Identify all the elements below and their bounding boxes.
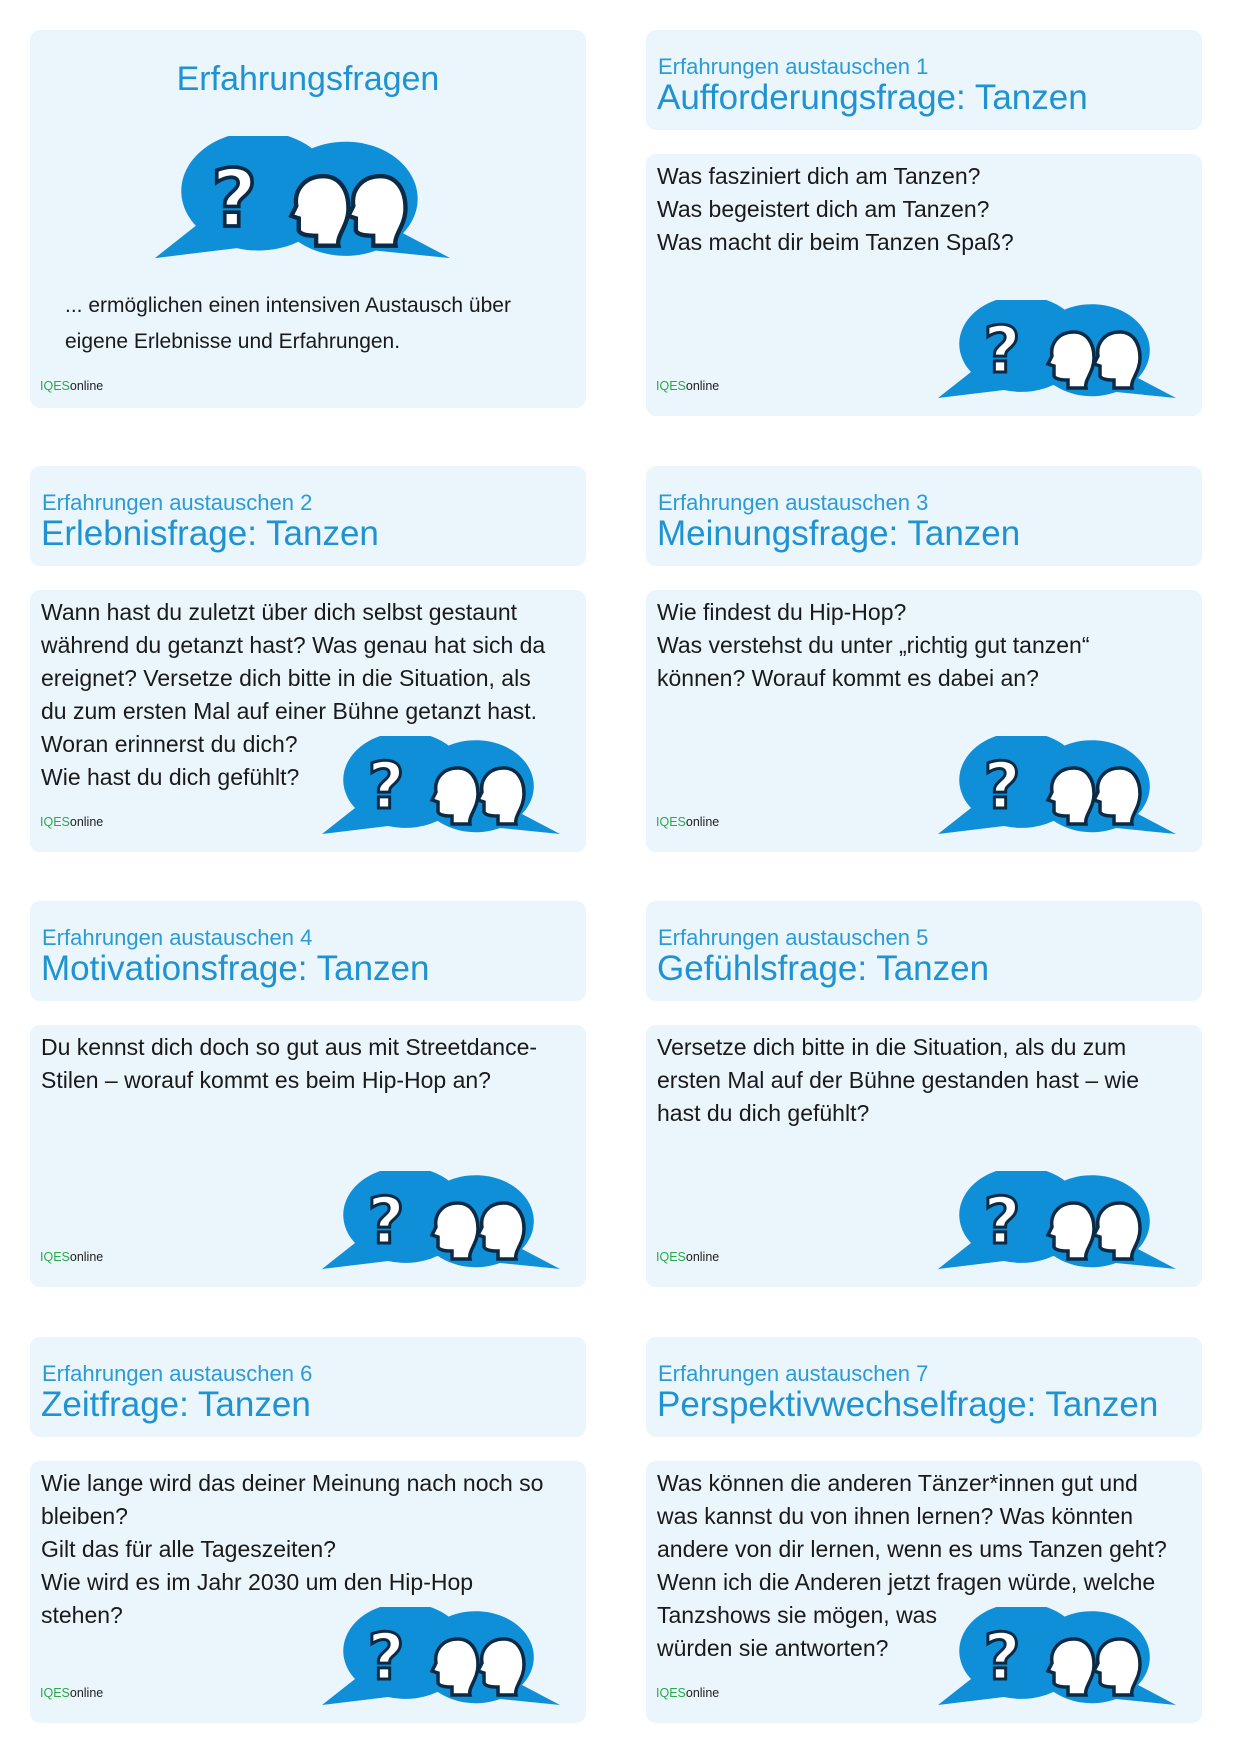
card-body: [30, 1025, 586, 1287]
card-kicker: Erfahrungen austauschen 6: [42, 1361, 313, 1386]
iqes-logo: IQESonline: [40, 379, 104, 393]
iqes-logo: IQESonline: [40, 1250, 104, 1264]
iqes-logo: IQESonline: [40, 1686, 104, 1700]
question-line: andere von dir lernen, wenn es ums Tanzen geht?: [657, 1536, 1167, 1562]
two-heads-speech-bubble-icon: [1034, 1175, 1176, 1269]
question-line: Stilen – worauf kommt es beim Hip-Hop an?: [41, 1067, 491, 1093]
cover-text-line: ... ermöglichen einen intensiven Austausch über: [65, 294, 511, 317]
question-line: Versetze dich bitte in die Situation, als du zum: [657, 1034, 1127, 1060]
question-line: Du kennst dich doch so gut aus mit Streetdance-: [41, 1034, 538, 1060]
two-heads-speech-bubble-icon: [1034, 1611, 1176, 1705]
iqes-logo: IQESonline: [656, 1250, 720, 1264]
card-kicker: Erfahrungen austauschen 7: [658, 1361, 929, 1386]
question-line: Tanzshows sie mögen, was: [657, 1602, 937, 1628]
card-title: Zeitfrage: Tanzen: [41, 1385, 311, 1424]
question-line: Was können die anderen Tänzer*innen gut und: [657, 1470, 1138, 1496]
card-question-text: [657, 596, 1194, 695]
two-heads-speech-bubble-icon: [1034, 740, 1176, 834]
card-question-text: [657, 160, 1194, 259]
card-body: [646, 1025, 1202, 1287]
question-line: Was fasziniert dich am Tanzen?: [657, 163, 981, 189]
iqes-logo: IQESonline: [656, 815, 720, 829]
question-line: stehen?: [41, 1602, 123, 1628]
card-header: [646, 466, 1202, 566]
two-heads-speech-bubble-icon: [274, 142, 450, 258]
question-line: würden sie antworten?: [657, 1635, 889, 1661]
question-line: bleiben?: [41, 1503, 128, 1529]
question-line: Wie lange wird das deiner Meinung nach noch so: [41, 1470, 544, 1496]
card-title: Perspektivwechselfrage: Tanzen: [657, 1385, 1159, 1424]
card-header: [30, 466, 586, 566]
cover-card: [30, 30, 586, 408]
question-line: Wie hast du dich gefühlt?: [41, 764, 300, 790]
card-title: Gefühlsfrage: Tanzen: [657, 949, 990, 988]
speech-bubbles-icon: [310, 1171, 576, 1275]
card-question-text: [657, 1031, 1194, 1130]
speech-bubbles-icon: [926, 736, 1192, 840]
question-line: Wie wird es im Jahr 2030 um den Hip-Hop: [41, 1569, 474, 1595]
card-kicker: Erfahrungen austauschen 4: [42, 925, 313, 950]
iqes-logo: IQESonline: [656, 379, 720, 393]
card-body: [646, 154, 1202, 416]
question-line: ereignet? Versetze dich bitte in die Situation, als: [41, 665, 531, 691]
iqes-logo: IQESonline: [656, 1686, 720, 1700]
card-body: [646, 590, 1202, 852]
speech-bubbles-icon: [140, 136, 470, 266]
question-line: Wie findest du Hip-Hop?: [657, 599, 907, 625]
question-line: Woran erinnerst du dich?: [41, 731, 298, 757]
question-line: du zum ersten Mal auf einer Bühne getanzt hast.: [41, 698, 538, 724]
question-line: Gilt das für alle Tageszeiten?: [41, 1536, 336, 1562]
two-heads-speech-bubble-icon: [418, 1611, 560, 1705]
card-kicker: Erfahrungen austauschen 5: [658, 925, 929, 950]
question-line: Wann hast du zuletzt über dich selbst gestaunt: [41, 599, 518, 625]
card-kicker: Erfahrungen austauschen 2: [42, 490, 313, 515]
speech-bubbles-icon: [926, 1171, 1192, 1275]
card-body: [30, 590, 586, 852]
question-line: Wenn ich die Anderen jetzt fragen würde, welche: [657, 1569, 1156, 1595]
card-title: Meinungsfrage: Tanzen: [657, 514, 1021, 553]
two-heads-speech-bubble-icon: [1034, 304, 1176, 398]
card-header: [30, 901, 586, 1001]
speech-bubbles-icon: [310, 1607, 576, 1711]
card-header: [646, 1337, 1202, 1437]
card-header: [646, 30, 1202, 130]
cover-title: Erfahrungsfragen: [176, 60, 440, 98]
card-body: [646, 1461, 1202, 1723]
question-line: können? Worauf kommt es dabei an?: [657, 665, 1039, 691]
question-line: ersten Mal auf der Bühne gestanden hast – wie: [657, 1067, 1140, 1093]
card-title: Aufforderungsfrage: Tanzen: [657, 78, 1088, 117]
card-title: Erlebnisfrage: Tanzen: [41, 514, 379, 553]
card-title: Motivationsfrage: Tanzen: [41, 949, 430, 988]
speech-bubbles-icon: [926, 1607, 1192, 1711]
card-kicker: Erfahrungen austauschen 3: [658, 490, 929, 515]
cover-description: [65, 288, 511, 360]
question-line: Was macht dir beim Tanzen Spaß?: [657, 229, 1014, 255]
cover-text-line: eigene Erlebnisse und Erfahrungen.: [65, 330, 401, 353]
two-heads-speech-bubble-icon: [418, 1175, 560, 1269]
speech-bubbles-icon: [926, 300, 1192, 404]
speech-bubbles-icon: [310, 736, 576, 840]
question-line: während du getanzt hast? Was genau hat sich da: [41, 632, 546, 658]
card-header: [646, 901, 1202, 1001]
question-line: Was verstehst du unter „richtig gut tanzen“: [657, 632, 1090, 658]
card-question-text: [41, 1031, 578, 1097]
question-line: was kannst du von ihnen lernen? Was könnten: [657, 1503, 1134, 1529]
question-line: hast du dich gefühlt?: [657, 1100, 870, 1126]
two-heads-speech-bubble-icon: [418, 740, 560, 834]
card-header: [30, 1337, 586, 1437]
question-line: Was begeistert dich am Tanzen?: [657, 196, 990, 222]
iqes-logo: IQESonline: [40, 815, 104, 829]
card-kicker: Erfahrungen austauschen 1: [658, 54, 929, 79]
card-body: [30, 1461, 586, 1723]
